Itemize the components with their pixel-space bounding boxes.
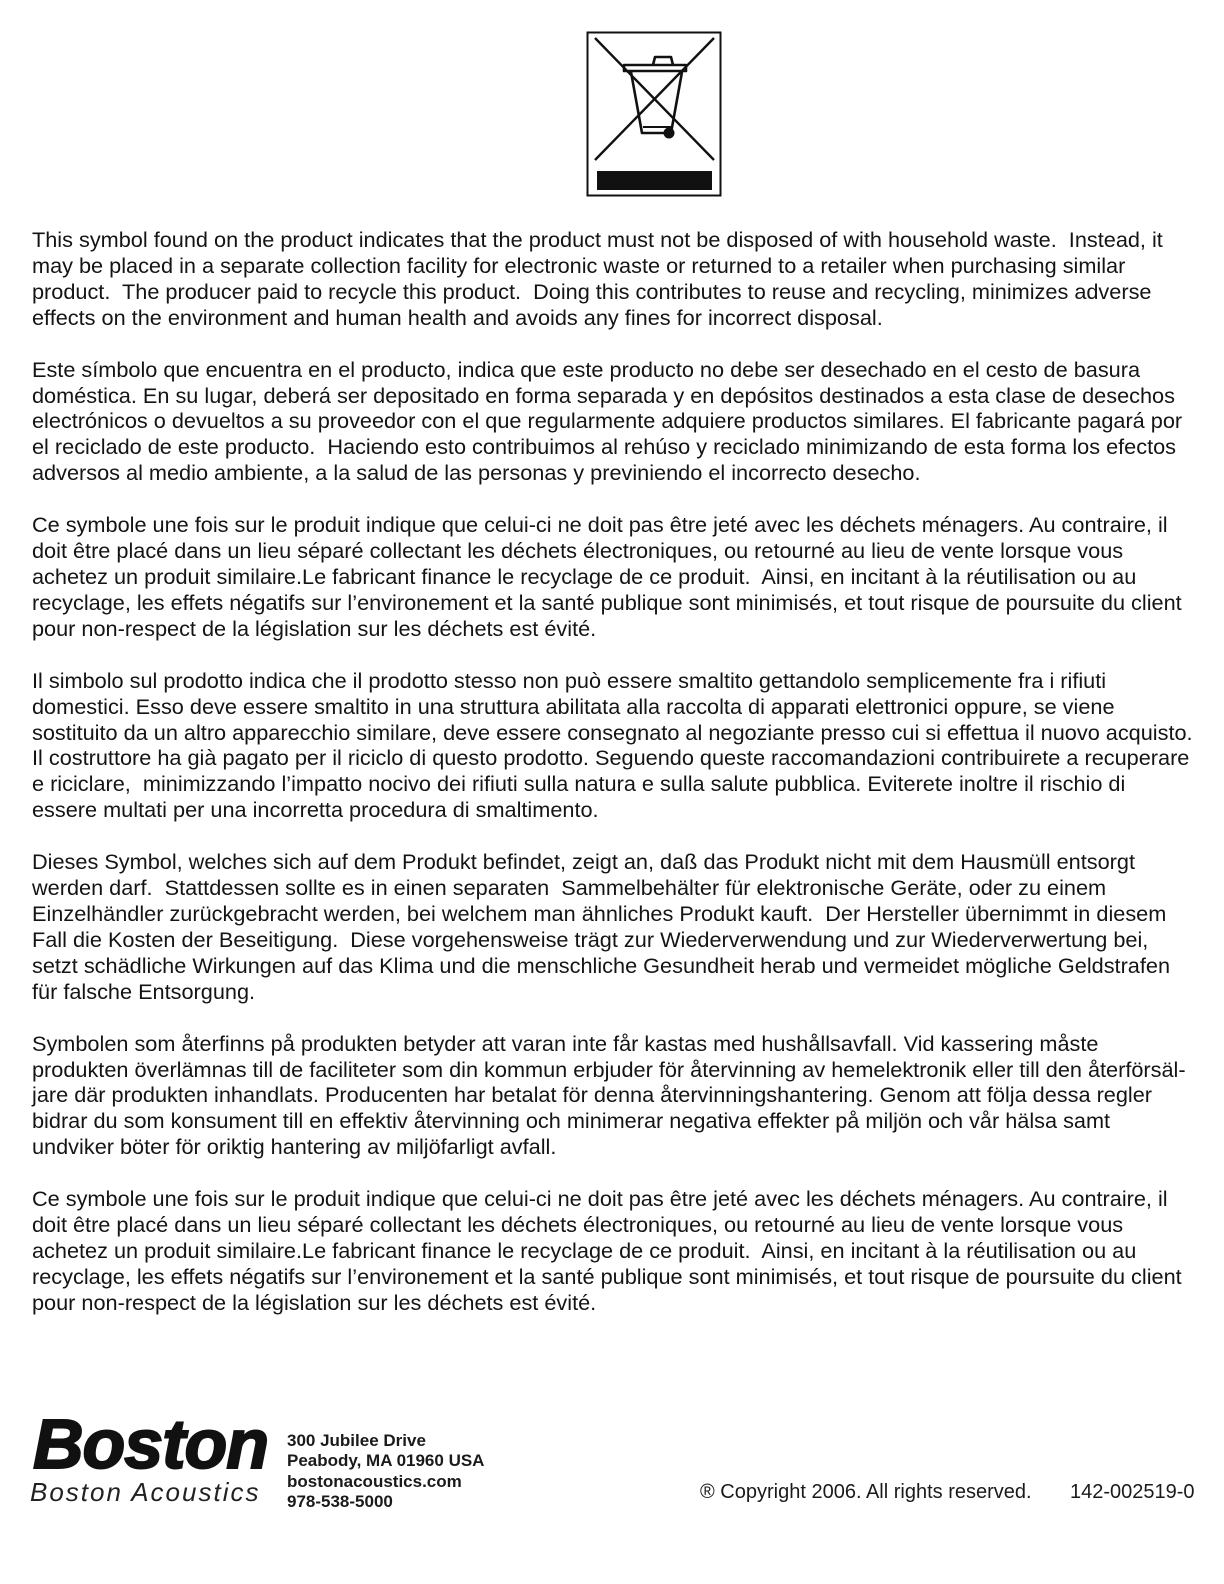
- text-line: achetez un produit similaire.Le fabricant finance le recyclage de ce produit. Ainsi, en incitant à la réutilisation ou au: [32, 1237, 1137, 1263]
- crossed-out-wheelie-bin-icon: [586, 31, 722, 197]
- text-line: recyclage, les effets négatifs sur l’environement et la santé publique sont minimisés, et tout risque de poursuite du client: [32, 1263, 1182, 1289]
- boston-logo-wordmark: Boston: [33, 1405, 269, 1483]
- text-line: domestici. Esso deve essere smaltito in una struttura abilitata alla raccolta di apparati elettronici oppure, se viene: [32, 693, 1115, 719]
- text-line: pour non-respect de la législation sur les déchets est évité.: [32, 615, 597, 641]
- text-line: Este símbolo que encuentra en el producto, indica que este producto no debe ser desechado en el cesto de basura: [32, 356, 1141, 382]
- disposal-notice-es: [32, 357, 1217, 487]
- text-line: undviker böter för oriktig hantering av miljöfarligt avfall.: [32, 1134, 557, 1160]
- text-line: Symbolen som återfinns på produkten betyder att varan inte får kastas med hushållsavfall. Vid kassering måste: [32, 1030, 1099, 1056]
- disposal-notice-it: [32, 668, 1217, 824]
- text-line: werden darf. Stattdessen sollte es in einen separaten Sammelbehälter für elektronische Geräte, oder zu einem: [32, 875, 1107, 901]
- text-line: adversos al medio ambiente, a la salud de las personas y previniendo el incorrecto desecho.: [32, 460, 921, 486]
- text-line: Fall die Kosten der Beseitigung. Diese vorgehensweise trägt zur Wiederverwendung und zur Wiederverwertung bei,: [32, 926, 1149, 952]
- text-line: achetez un produit similaire.Le fabricant finance le recyclage de ce produit. Ainsi, en incitant à la réutilisation ou au: [32, 563, 1137, 589]
- text-line: Ce symbole une fois sur le produit indique que celui-ci ne doit pas être jeté avec les déchets ménagers. Au contraire, il: [32, 512, 1168, 538]
- marking-bar: [597, 171, 712, 190]
- text-line: may be placed in a separate collection facility for electronic waste or returned to a retailer when purchasing similar: [32, 252, 1126, 278]
- text-line: doméstica. En su lugar, deberá ser depositado en forma separada y en depósitos destinados a esta clase de desechos: [32, 382, 1175, 408]
- disposal-notice-sv: [32, 1031, 1217, 1161]
- text-line: essere multati per una incorretta procedura di smaltimento.: [32, 797, 599, 823]
- text-line: produkten överlämnas till de faciliteter som din kommun erbjuder för återvinning av hemelektronik eller till den återförsäl-: [32, 1056, 1186, 1082]
- text-line: Dieses Symbol, welches sich auf dem Produkt befindet, zeigt an, daß das Produkt nicht mit dem Hausmüll entsorgt: [32, 849, 1135, 875]
- address-city: Peabody, MA 01960 USA: [287, 1451, 485, 1471]
- text-line: electrónicos o devueltos a su proveedor con el que regularmente adquiere productos similares. El fabricante pagará por: [32, 408, 1183, 434]
- text-line: This symbol found on the product indicates that the product must not be disposed of with household waste. Instead, it: [32, 227, 1163, 252]
- text-line: e riciclare, minimizzando l’impatto nocivo dei rifiuti sulla natura e sulla salute pubblica. Eviterete inoltre il rischio di: [32, 771, 1126, 797]
- text-line: pour non-respect de la législation sur les déchets est évité.: [32, 1289, 597, 1315]
- disposal-notice-de: [32, 849, 1217, 1005]
- text-line: Il costruttore ha già pagato per il riciclo di questo prodotto. Seguendo queste raccomandazioni contribuirete a recuperare: [32, 745, 1190, 771]
- text-line: setzt schädliche Wirkungen auf das Klima und die menschliche Gesundheit herab und vermeidet mögliche Geldstrafen: [32, 952, 1171, 978]
- text-line: für falsche Entsorgung.: [32, 978, 256, 1004]
- address-street: 300 Jubilee Drive: [287, 1431, 426, 1450]
- text-line: doit être placé dans un lieu séparé collectant les déchets électroniques, ou retourné au lieu de vente lorsque vous: [32, 538, 1124, 564]
- disposal-notice-fr: [32, 512, 1217, 642]
- text-line: jare där produkten inhandlats. Producenten har betalat för denna återvinningshantering. Genom att följa dessa regler: [32, 1082, 1153, 1108]
- text-line: Il simbolo sul prodotto indica che il prodotto stesso non può essere smaltito gettandolo semplicemente fra i rifiuti: [32, 667, 1107, 693]
- text-line: effects on the environment and human health and avoids any fines for incorrect disposal.: [32, 304, 883, 330]
- text-line: product. The producer paid to recycle this product. Doing this contributes to reuse and recycling, minimizes adverse: [32, 278, 1152, 304]
- text-line: Einzelhändler zurückgebracht werden, bei welchem man ähnliches Produkt kauft. Der Hersteller übernimmt in diesem: [32, 900, 1167, 926]
- address-website: bostonacoustics.com: [287, 1471, 462, 1491]
- text-line: doit être placé dans un lieu séparé collectant les déchets électroniques, ou retourné au lieu de vente lorsque vous: [32, 1212, 1124, 1238]
- disposal-notice-en: [32, 227, 1217, 331]
- text-line: Ce symbole une fois sur le produit indique que celui-ci ne doit pas être jeté avec les déchets ménagers. Au contraire, il: [32, 1186, 1168, 1212]
- address-phone: 978-538-5000: [287, 1491, 393, 1511]
- company-address: [287, 1431, 484, 1512]
- text-line: bidrar du som konsument till en effektiv återvinning och minimerar negativa effekter på miljön och vår hälsa samt: [32, 1108, 1111, 1134]
- text-line: el reciclado de este producto. Haciendo esto contribuimos al rehúso y reciclado minimizando de esta forma los efectos: [32, 434, 1177, 460]
- copyright-notice: ® Copyright 2006. All rights reserved.: [700, 1481, 1032, 1503]
- disposal-notice-fr-repeat: [32, 1186, 1217, 1316]
- text-line: sostituito da un altro apparecchio similare, deve essere consegnato al negoziante presso cui si effettua il nuovo acquisto.: [32, 719, 1193, 745]
- part-number: 142-002519-0: [1070, 1481, 1195, 1503]
- bin-wheel: [664, 128, 675, 139]
- text-line: recyclage, les effets négatifs sur l’environement et la santé publique sont minimisés, et tout risque de poursuite du client: [32, 589, 1182, 615]
- boston-acoustics-logo-name: Boston Acoustics: [30, 1477, 261, 1507]
- disposal-notice-text: [32, 227, 1217, 1342]
